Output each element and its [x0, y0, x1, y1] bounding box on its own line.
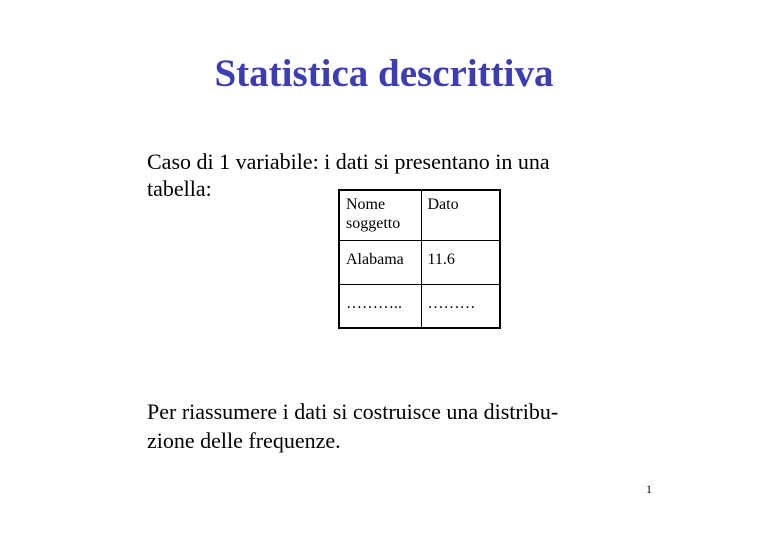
table-row [339, 240, 500, 284]
summary-line-2: zione delle frequenze. [147, 428, 341, 453]
data-table [338, 189, 501, 329]
page-number: 1 [646, 482, 652, 496]
table-header-row [339, 190, 500, 240]
table-header-cell: Dato [421, 190, 500, 240]
table-header-cell: Nome soggetto [339, 190, 421, 240]
table-cell: ……….. [339, 284, 421, 328]
table-row [339, 284, 500, 328]
summary-text [147, 397, 642, 455]
table-cell: 11.6 [421, 240, 500, 284]
table-cell: Alabama [339, 240, 421, 284]
intro-line-2: tabella: [147, 176, 212, 201]
summary-line-1: Per riassumere i dati si costruisce una distribu- [147, 399, 559, 424]
table-cell: ……… [421, 284, 500, 328]
intro-line-1: Caso di 1 variabile: i dati si presentano in una [147, 149, 550, 174]
slide-title: Statistica descrittiva [214, 52, 554, 95]
